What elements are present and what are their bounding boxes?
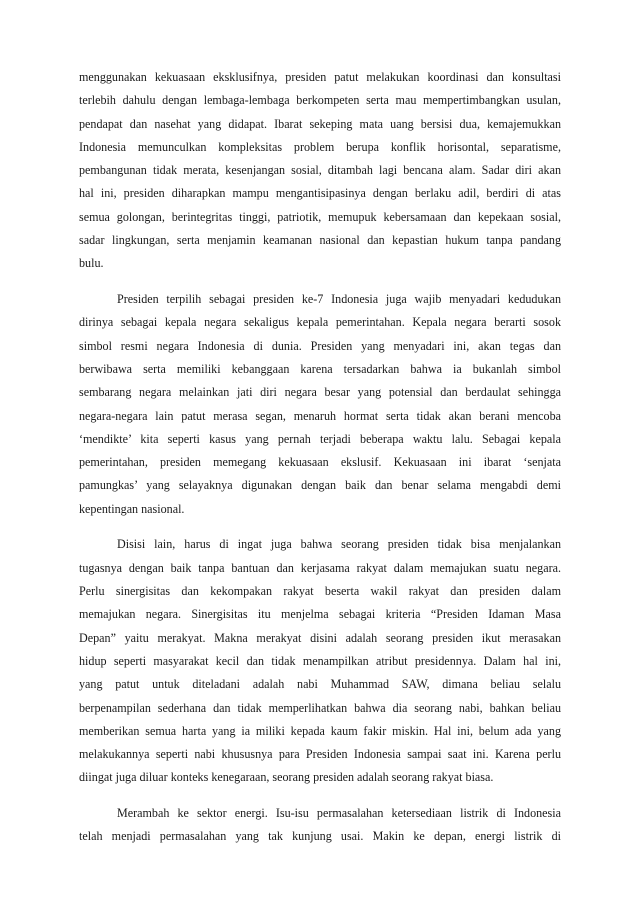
text-line: memberikan semua harta yang ia miliki kepada kaum fakir miskin. Hal ini, belum ada yang <box>79 723 561 738</box>
text-line: berwibawa serta memiliki kebanggaan karena tersadarkan bahwa ia bukanlah simbol <box>79 361 561 376</box>
text-line: memajukan negara. Sinergisitas itu menjelma sebagai kriteria “Presiden Idaman Masa <box>79 607 561 622</box>
paragraph-3 <box>79 533 561 789</box>
text-line: semua golongan, berintegritas tinggi, patriotik, memupuk kebersamaan dan kepekaan sosial, <box>79 209 561 224</box>
paragraph-2 <box>79 288 561 521</box>
text-line: pemerintahan, presiden memegang kekuasaan ekslusif. Kekuasaan ini ibarat ‘senjata <box>79 455 561 470</box>
text-line: dirinya sebagai kepala negara sekaligus kepala pemerintahan. Kepala negara berarti sosok <box>79 315 561 330</box>
paragraph-4 <box>79 802 561 849</box>
text-line: Disisi lain, harus di ingat juga bahwa seorang presiden tidak bisa menjalankan <box>117 537 561 552</box>
text-line: telah menjadi permasalahan yang tak kunjung usai. Makin ke depan, energi listrik di <box>79 829 561 844</box>
text-line: sembarang negara melainkan jati diri negara besar yang potensial dan berdaulat sehingga <box>79 385 561 400</box>
text-line: Indonesia memunculkan kompleksitas problem berupa konflik horisontal, separatisme, <box>79 139 561 154</box>
text-line: hidup seperti masyarakat kecil dan tidak menampilkan atribut presidennya. Dalam hal ini, <box>79 653 561 668</box>
text-line: bulu. <box>79 256 104 271</box>
text-line: terlebih dahulu dengan lembaga-lembaga berkompeten serta mau mempertimbangkan usulan, <box>79 93 561 108</box>
text-line: ‘mendikte’ kita seperti kasus yang pernah terjadi beberapa waktu lalu. Sebagai kepala <box>79 431 561 446</box>
text-line: tugasnya dengan baik tanpa bantuan dan kerjasama rakyat dalam memajukan suatu negara. <box>79 560 561 575</box>
text-line: diingat juga diluar konteks kenegaraan, seorang presiden adalah seorang rakyat biasa. <box>79 770 494 785</box>
text-line: simbol resmi negara Indonesia di dunia. Presiden yang menyadari ini, akan tegas dan <box>79 338 561 353</box>
paragraph-1 <box>79 66 561 276</box>
text-line: sadar lingkungan, serta menjamin keamanan nasional dan kepastian hukum tanpa pandang <box>79 233 561 248</box>
text-line: Merambah ke sektor energi. Isu-isu permasalahan ketersediaan listrik di Indonesia <box>117 806 561 821</box>
text-line: kepentingan nasional. <box>79 501 185 516</box>
text-line: Perlu sinergisitas dan kekompakan rakyat beserta wakil rakyat dan presiden dalam <box>79 584 561 599</box>
text-line: Depan” yaitu merakyat. Makna merakyat disini adalah seorang presiden ikut merasakan <box>79 630 561 645</box>
text-line: negara-negara lain patut merasa segan, menaruh hormat serta tidak akan berani mencoba <box>79 408 561 423</box>
text-line: yang patut untuk diteladani adalah nabi Muhammad SAW, dimana beliau selalu <box>79 677 561 692</box>
document-body <box>79 66 561 849</box>
text-line: Presiden terpilih sebagai presiden ke-7 Indonesia juga wajib menyadari kedudukan <box>117 292 561 307</box>
text-line: pembangunan tidak merata, kesenjangan sosial, ditambah lagi bencana alam. Sadar diri akan <box>79 163 561 178</box>
text-line: berpenampilan sederhana dan tidak memperlihatkan bahwa dia seorang nabi, bahkan beliau <box>79 700 561 715</box>
text-line: melakukannya seperti nabi khususnya para Presiden Indonesia sampai saat ini. Karena perlu <box>79 747 561 762</box>
text-line: pamungkas’ yang selayaknya digunakan dengan baik dan benar selama mengabdi demi <box>79 478 561 493</box>
text-line: menggunakan kekuasaan eksklusifnya, presiden patut melakukan koordinasi dan konsultasi <box>79 70 561 84</box>
text-line: pendapat dan nasehat yang didapat. Ibarat sekeping mata uang bersisi dua, kemajemukkan <box>79 116 561 131</box>
text-line: hal ini, presiden diharapkan mampu mengantisipasinya dengan berlaku adil, berdiri di atas <box>79 186 561 201</box>
